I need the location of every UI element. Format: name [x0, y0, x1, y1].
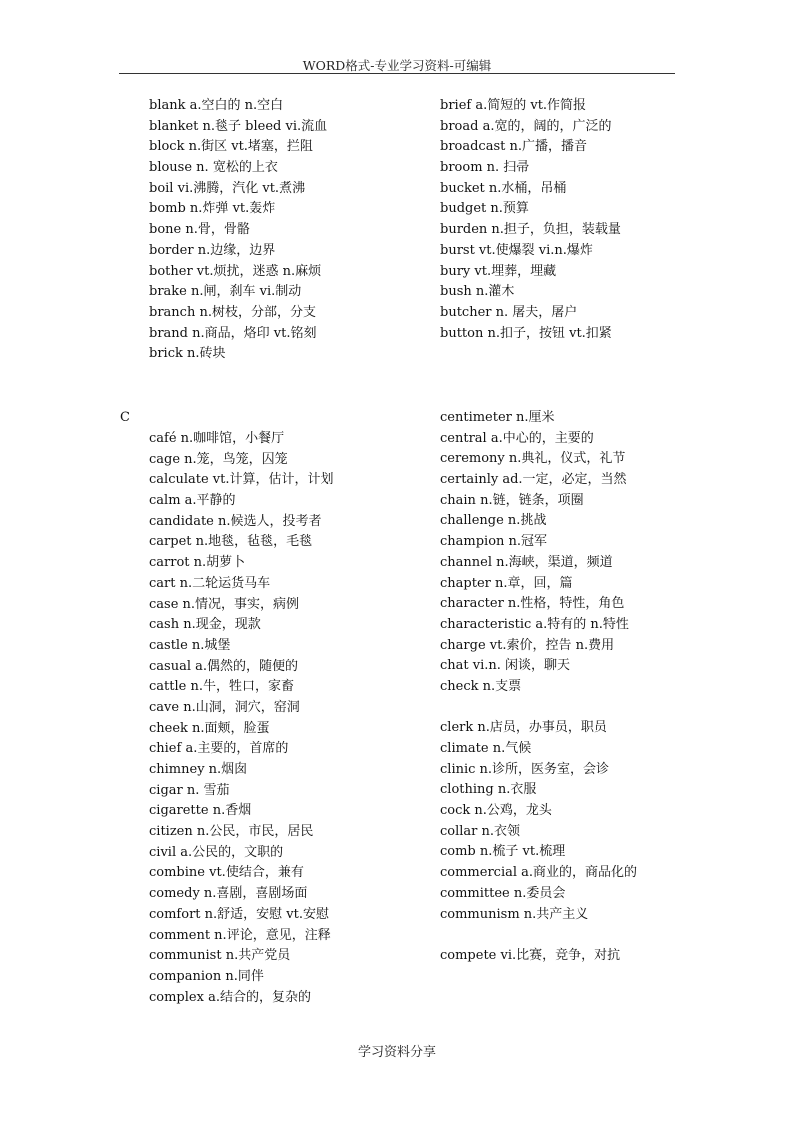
vocab-entry: burden n.担子，负担，装载量 [440, 222, 621, 238]
vocab-entry: bone n.骨，骨骼 [149, 222, 250, 238]
vocab-entry: bucket n.水桶，吊桶 [440, 180, 567, 196]
vocab-entry: comfort n.舒适，安慰 vt.安慰 [149, 906, 329, 922]
vocab-entry: comment n.评论，意见，注释 [149, 927, 331, 943]
vocab-entry: communism n.共产主义 [440, 906, 589, 922]
vocab-entry: clothing n.衣服 [440, 782, 537, 798]
vocab-entry: brief a.简短的 vt.作简报 [440, 98, 587, 113]
vocab-entry: bother vt.烦扰，迷惑 n.麻烦 [149, 263, 322, 279]
vocab-entry: cart n.二轮运货马车 [149, 575, 271, 591]
vocab-entry: clinic n.诊所，医务室，会诊 [440, 761, 610, 777]
vocab-entry: cheek n.面颊，脸蛋 [149, 720, 270, 736]
section-c-left-column [149, 429, 334, 1008]
vocab-entry: bury vt.埋葬，埋藏 [440, 263, 557, 279]
page-header: WORD格式-专业学习资料-可编辑 [302, 58, 492, 73]
vocab-entry: central a.中心的，主要的 [440, 430, 594, 446]
vocab-entry: communist n.共产党员 [149, 948, 291, 964]
vocab-entry: commercial a.商业的，商品化的 [440, 865, 638, 881]
vocab-entry: chief a.主要的，首席的 [149, 741, 289, 757]
vocab-entry: café n.咖啡馆，小餐厅 [149, 431, 285, 446]
vocab-entry: brake n.闸，刹车 vi.制动 [149, 284, 302, 300]
vocab-entry: budget n.预算 [440, 201, 529, 217]
section-b-right-column [440, 96, 621, 344]
vocab-entry: cock n.公鸡，龙头 [440, 803, 552, 819]
vocab-entry: brick n.砖块 [149, 346, 226, 362]
vocab-entry: button n.扣子，按钮 vt.扣紧 [440, 325, 612, 341]
vocab-entry: champion n.冠军 [440, 534, 548, 550]
vocab-entry: carpet n.地毯，毡毯，毛毯 [149, 534, 313, 550]
vocab-entry: carrot n.胡萝卜 [149, 555, 246, 571]
vocab-entry: character n.性格，特性，角色 [440, 596, 625, 612]
vocab-entry: cash n.现金，现款 [149, 617, 261, 633]
vocab-entry: centimeter n.厘米 [440, 410, 555, 425]
vocab-entry: climate n.气候 [440, 741, 532, 756]
vocab-entry: boil vi.沸腾，汽化 vt.煮沸 [149, 180, 306, 196]
vocab-entry: chain n.链，链条，项圈 [440, 492, 584, 508]
vocab-entry: check n.支票 [440, 678, 522, 694]
vocab-entry: chapter n.章，回，篇 [440, 575, 573, 591]
vocab-entry: castle n.城堡 [149, 637, 231, 653]
vocab-entry: certainly ad.一定，必定，当然 [440, 472, 627, 488]
vocab-entry: case n.情况，事实，病例 [149, 596, 300, 612]
vocab-entry: civil a.公民的，文职的 [149, 844, 284, 860]
vocab-entry: cattle n.牛，牲口，家畜 [149, 679, 294, 695]
vocab-entry: chat vi.n. 闲谈，聊天 [440, 658, 571, 674]
vocab-entry: butcher n. 屠夫，屠户 [440, 304, 578, 320]
vocab-entry: comb n.梳子 vt.梳理 [440, 844, 566, 860]
vocab-entry: broom n. 扫帚 [440, 160, 530, 176]
vocab-entry: block n.街区 vt.堵塞，拦阻 [149, 139, 313, 155]
vocab-entry: branch n.树枝，分部，分支 [149, 304, 316, 320]
blank-line [440, 925, 637, 946]
vocab-entry: border n.边缘，边界 [149, 242, 276, 258]
vocab-entry: burst vt.使爆裂 vi.n.爆炸 [440, 242, 593, 258]
vocab-entry: blank a.空白的 n.空白 [149, 98, 284, 113]
vocab-entry: comedy n.喜剧，喜剧场面 [149, 886, 308, 902]
vocab-entry: cave n.山洞，洞穴，窑洞 [149, 699, 300, 715]
vocab-entry: cage n.笼，鸟笼，囚笼 [149, 451, 288, 467]
vocab-entry: citizen n.公民，市民，居民 [149, 824, 314, 840]
page-footer: 学习资料分享 [357, 1045, 436, 1060]
vocab-entry: collar n.衣领 [440, 823, 521, 839]
vocab-entry: blouse n. 宽松的上衣 [149, 160, 278, 176]
vocab-entry: companion n.同伴 [149, 968, 264, 984]
section-c-right-column [440, 408, 637, 967]
vocab-entry: candidate n.候选人，投考者 [149, 513, 322, 529]
vocab-entry: brand n.商品，烙印 vt.铭刻 [149, 325, 317, 341]
vocab-entry: characteristic a.特有的 n.特性 [440, 616, 629, 632]
vocab-entry: compete vi.比赛，竞争，对抗 [440, 947, 621, 963]
vocab-entry: casual a.偶然的，随便的 [149, 658, 298, 674]
vocab-entry: blanket n.毯子 bleed vi.流血 [149, 118, 328, 134]
vocab-entry: charge vt.索价，控告 n.费用 [440, 637, 615, 653]
vocab-entry: broad a.宽的，阔的，广泛的 [440, 118, 612, 134]
vocab-entry: cigar n. 雪茄 [149, 782, 230, 798]
vocab-entry: bush n.灌木 [440, 284, 515, 300]
vocab-entry: committee n.委员会 [440, 885, 566, 901]
vocab-entry: calculate vt.计算，估计，计划 [149, 472, 334, 488]
section-b-left-column [149, 96, 327, 365]
vocab-entry: broadcast n.广播，播音 [440, 139, 587, 155]
vocab-entry: ceremony n.典礼，仪式，礼节 [440, 451, 626, 467]
vocab-entry: bomb n.炸弹 vt.轰炸 [149, 201, 276, 217]
vocab-entry: cigarette n.香烟 [149, 803, 252, 819]
vocab-entry: chimney n.烟囱 [149, 762, 248, 777]
section-letter-c: C [120, 410, 130, 425]
vocab-entry: challenge n.挑战 [440, 513, 547, 529]
vocab-entry: combine vt.使结合，兼有 [149, 865, 304, 881]
header-rule [119, 73, 675, 74]
vocab-entry: complex a.结合的，复杂的 [149, 989, 311, 1005]
blank-line [440, 698, 637, 719]
vocab-entry: calm a.平静的 [149, 493, 236, 509]
vocab-entry: channel n.海峡，渠道，频道 [440, 554, 613, 570]
vocab-entry: clerk n.店员，办事员，职员 [440, 720, 607, 736]
